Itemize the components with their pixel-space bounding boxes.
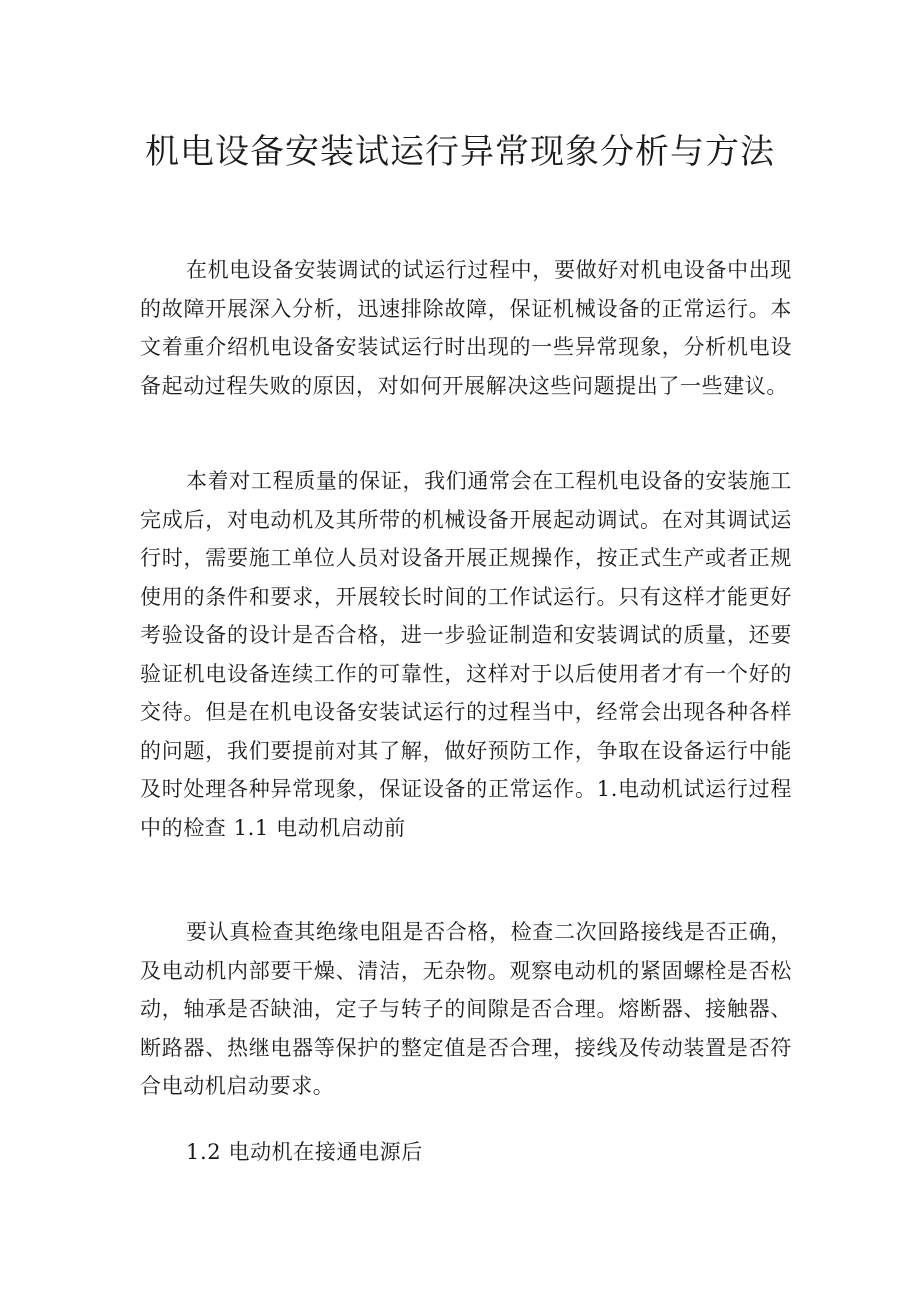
paragraph-background: 本着对工程质量的保证，我们通常会在工程机电设备的安装施工完成后，对电动机及其所带的机械设备开展起动调试。在对其调试运行时，需要施工单位人员对设备开展正规操作，按正式生产或者正规使用的条件和要求，开展较长时间的工作试运行。只有这样才能更好考验设备的设计是否合格，进一步验证制造和安装调试的质量，还要验证机电设备连续工作的可靠性，这样对于以后使用者才有一个好的交待。但是在机电设备安装试运行的过程当中，经常会出现各种各样的问题，我们要提前对其了解，做好预防工作，争取在设备运行中能及时处理各种异常现象，保证设备的正常运作。1.电动机试运行过程中的检查 1.1 电动机启动前 [140,469,792,840]
paragraph-pre-start-check: 要认真检查其绝缘电阻是否合格，检查二次回路接线是否正确，及电动机内部要干燥、清洁，无杂物。观察电动机的紧固螺栓是否松动，轴承是否缺油，定子与转子的间隙是否合理。熔断器、接触器、断路器、热继电器等保护的整定值是否合理，接线及传动装置是否符合电动机启动要求。 [140,920,792,1098]
section-heading-1-2: 1.2 电动机在接通电源后 [186,1140,423,1164]
page-title: 机电设备安装试运行异常现象分析与方法 [145,132,775,172]
paragraph-intro: 在机电设备安装调试的试运行过程中，要做好对机电设备中出现的故障开展深入分析，迅速排除故障，保证机械设备的正常运行。本文着重介绍机电设备安装试运行时出现的一些异常现象，分析机电设备起动过程失败的原因，对如何开展解决这些问题提出了一些建议。 [140,258,792,398]
